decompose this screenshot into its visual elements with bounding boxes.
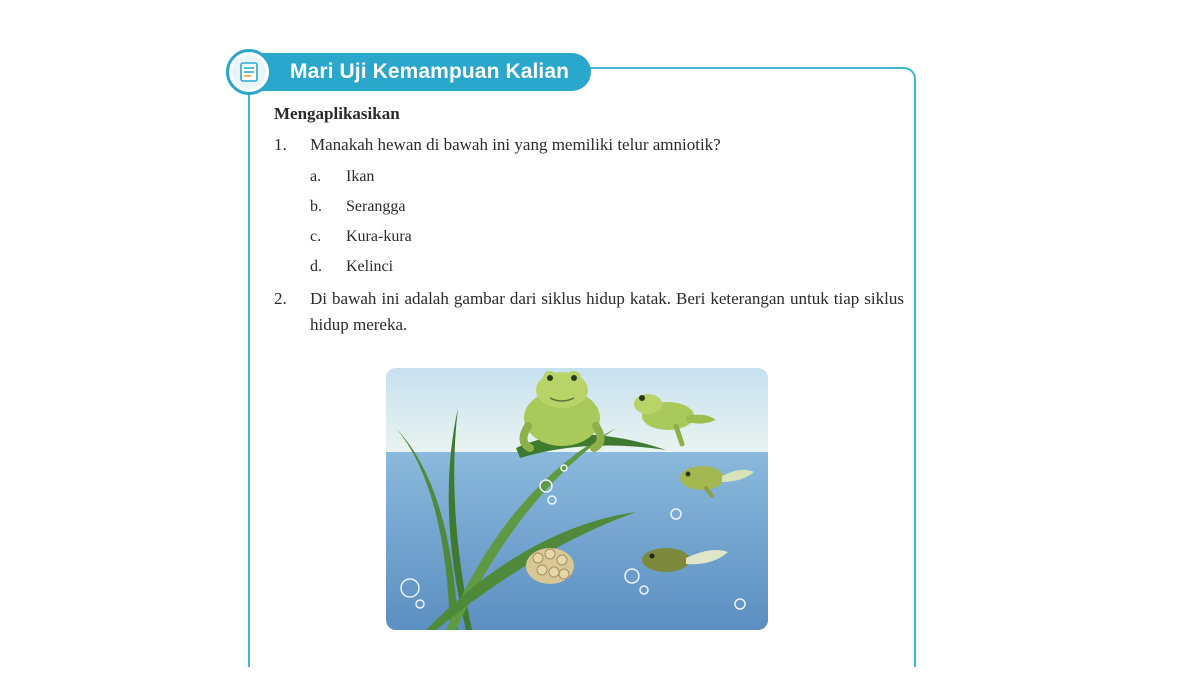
question-1 xyxy=(274,132,904,158)
question-number: 2. xyxy=(274,289,287,308)
option-letter: d. xyxy=(310,258,322,275)
frog-life-cycle-illustration xyxy=(386,368,768,630)
header-title: Mari Uji Kemampuan Kalian xyxy=(256,53,591,91)
exercise-header xyxy=(226,52,591,92)
option-letter: b. xyxy=(310,198,322,215)
option-a xyxy=(310,166,904,188)
question-number: 1. xyxy=(274,135,287,154)
option-b xyxy=(310,196,904,218)
option-text: Serangga xyxy=(346,198,406,215)
header-badge xyxy=(226,49,272,95)
exercise-content xyxy=(274,104,904,338)
section-title: Mengaplikasikan xyxy=(274,104,400,123)
option-d xyxy=(310,256,904,278)
frog-eggs-icon xyxy=(526,548,574,584)
illustration-svg xyxy=(386,368,768,630)
question-text: Manakah hewan di bawah ini yang memiliki telur amniotik? xyxy=(310,135,721,154)
option-text: Kelinci xyxy=(346,258,394,275)
option-c xyxy=(310,226,904,248)
document-icon xyxy=(238,61,260,83)
option-text: Kura-kura xyxy=(346,228,412,245)
option-letter: a. xyxy=(310,168,322,185)
question-text: Di bawah ini adalah gambar dari siklus hidup katak. Beri keterangan untuk tiap siklus hidup mereka. xyxy=(310,289,904,334)
option-letter: c. xyxy=(310,228,322,245)
question-2 xyxy=(274,286,904,338)
option-text: Ikan xyxy=(346,168,375,185)
